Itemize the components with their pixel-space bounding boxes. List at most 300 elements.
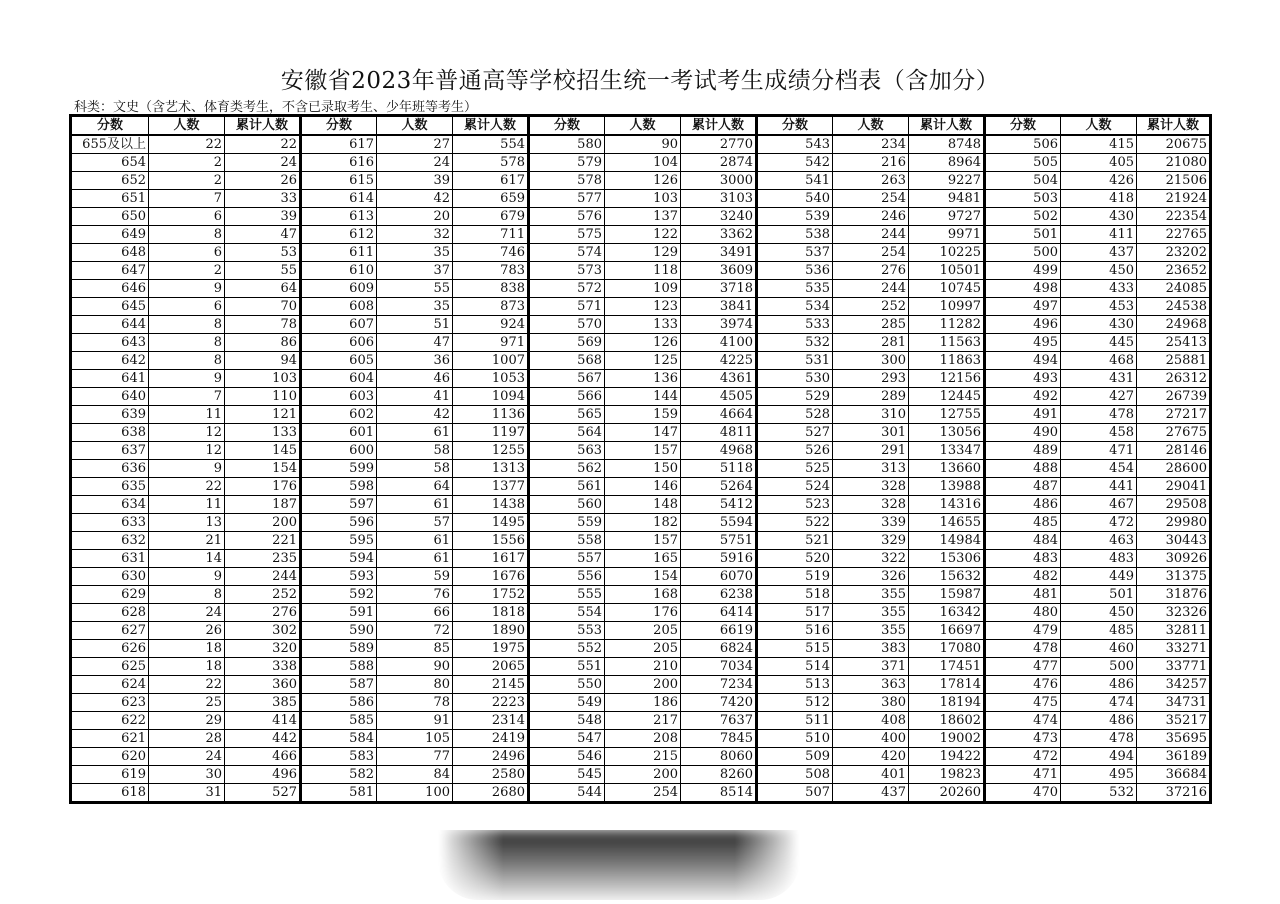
table-cell: 513 xyxy=(757,676,833,694)
table-cell: 520 xyxy=(757,550,833,568)
table-cell: 176 xyxy=(605,604,681,622)
table-cell: 15632 xyxy=(909,568,985,586)
table-cell: 2 xyxy=(149,154,225,172)
table-cell: 460 xyxy=(1061,640,1137,658)
table-cell: 478 xyxy=(985,640,1061,658)
table-cell: 1556 xyxy=(453,532,529,550)
table-cell: 8748 xyxy=(909,135,985,154)
table-cell: 3718 xyxy=(681,280,757,298)
table-cell: 598 xyxy=(301,478,377,496)
table-cell: 9727 xyxy=(909,208,985,226)
table-cell: 629 xyxy=(71,586,149,604)
table-cell: 509 xyxy=(757,748,833,766)
table-row xyxy=(71,226,1211,244)
table-cell: 20675 xyxy=(1137,135,1211,154)
table-cell: 486 xyxy=(1061,676,1137,694)
table-cell: 601 xyxy=(301,424,377,442)
table-cell: 29 xyxy=(149,712,225,730)
table-cell: 3103 xyxy=(681,190,757,208)
table-cell: 518 xyxy=(757,586,833,604)
table-cell: 31 xyxy=(149,784,225,803)
table-row xyxy=(71,676,1211,694)
table-row xyxy=(71,586,1211,604)
table-cell: 84 xyxy=(377,766,453,784)
table-cell: 221 xyxy=(225,532,301,550)
table-cell: 210 xyxy=(605,658,681,676)
table-cell: 22 xyxy=(225,135,301,154)
table-cell: 59 xyxy=(377,568,453,586)
table-cell: 17814 xyxy=(909,676,985,694)
column-header: 累计人数 xyxy=(681,116,757,136)
table-cell: 121 xyxy=(225,406,301,424)
table-cell: 302 xyxy=(225,622,301,640)
table-cell: 148 xyxy=(605,496,681,514)
table-cell: 576 xyxy=(529,208,605,226)
table-cell: 78 xyxy=(225,316,301,334)
table-cell: 7845 xyxy=(681,730,757,748)
table-cell: 487 xyxy=(985,478,1061,496)
table-cell: 276 xyxy=(833,262,909,280)
table-cell: 12755 xyxy=(909,406,985,424)
table-cell: 630 xyxy=(71,568,149,586)
table-cell: 36189 xyxy=(1137,748,1211,766)
table-cell: 61 xyxy=(377,424,453,442)
table-cell: 1617 xyxy=(453,550,529,568)
table-cell: 605 xyxy=(301,352,377,370)
table-cell: 24 xyxy=(149,604,225,622)
table-cell: 4100 xyxy=(681,334,757,352)
table-cell: 26312 xyxy=(1137,370,1211,388)
table-cell: 466 xyxy=(225,748,301,766)
table-cell: 554 xyxy=(453,135,529,154)
table-cell: 24 xyxy=(149,748,225,766)
table-cell: 496 xyxy=(225,766,301,784)
table-cell: 632 xyxy=(71,532,149,550)
table-cell: 497 xyxy=(985,298,1061,316)
table-cell: 551 xyxy=(529,658,605,676)
table-row xyxy=(71,262,1211,280)
table-cell: 571 xyxy=(529,298,605,316)
table-cell: 22 xyxy=(149,135,225,154)
table-cell: 12445 xyxy=(909,388,985,406)
table-cell: 58 xyxy=(377,442,453,460)
table-cell: 168 xyxy=(605,586,681,604)
table-cell: 5916 xyxy=(681,550,757,568)
table-cell: 648 xyxy=(71,244,149,262)
table-cell: 587 xyxy=(301,676,377,694)
table-cell: 205 xyxy=(605,640,681,658)
table-cell: 313 xyxy=(833,460,909,478)
table-cell: 596 xyxy=(301,514,377,532)
table-cell: 30443 xyxy=(1137,532,1211,550)
table-cell: 616 xyxy=(301,154,377,172)
table-cell: 1094 xyxy=(453,388,529,406)
table-cell: 6619 xyxy=(681,622,757,640)
table-row xyxy=(71,748,1211,766)
table-cell: 636 xyxy=(71,460,149,478)
table-cell: 3974 xyxy=(681,316,757,334)
table-cell: 500 xyxy=(985,244,1061,262)
table-cell: 291 xyxy=(833,442,909,460)
column-header: 人数 xyxy=(149,116,225,136)
table-cell: 612 xyxy=(301,226,377,244)
table-cell: 9 xyxy=(149,460,225,478)
table-cell: 583 xyxy=(301,748,377,766)
table-cell: 486 xyxy=(985,496,1061,514)
table-cell: 18194 xyxy=(909,694,985,712)
table-cell: 594 xyxy=(301,550,377,568)
table-cell: 506 xyxy=(985,135,1061,154)
table-cell: 85 xyxy=(377,640,453,658)
table-cell: 363 xyxy=(833,676,909,694)
table-cell: 360 xyxy=(225,676,301,694)
table-cell: 485 xyxy=(985,514,1061,532)
table-cell: 126 xyxy=(605,172,681,190)
table-cell: 20260 xyxy=(909,784,985,803)
table-cell: 401 xyxy=(833,766,909,784)
table-cell: 9227 xyxy=(909,172,985,190)
table-cell: 4505 xyxy=(681,388,757,406)
table-cell: 3491 xyxy=(681,244,757,262)
table-cell: 553 xyxy=(529,622,605,640)
table-row xyxy=(71,424,1211,442)
table-cell: 400 xyxy=(833,730,909,748)
table-cell: 61 xyxy=(377,496,453,514)
table-cell: 58 xyxy=(377,460,453,478)
table-cell: 586 xyxy=(301,694,377,712)
table-cell: 614 xyxy=(301,190,377,208)
table-cell: 13988 xyxy=(909,478,985,496)
table-cell: 1313 xyxy=(453,460,529,478)
table-cell: 21080 xyxy=(1137,154,1211,172)
table-cell: 615 xyxy=(301,172,377,190)
table-cell: 6 xyxy=(149,208,225,226)
table-cell: 5751 xyxy=(681,532,757,550)
table-cell: 217 xyxy=(605,712,681,730)
table-cell: 293 xyxy=(833,370,909,388)
table-cell: 5412 xyxy=(681,496,757,514)
table-cell: 609 xyxy=(301,280,377,298)
table-cell: 28146 xyxy=(1137,442,1211,460)
table-cell: 11 xyxy=(149,496,225,514)
table-cell: 14 xyxy=(149,550,225,568)
table-cell: 604 xyxy=(301,370,377,388)
table-cell: 14316 xyxy=(909,496,985,514)
table-cell: 234 xyxy=(833,135,909,154)
table-cell: 471 xyxy=(1061,442,1137,460)
table-cell: 9 xyxy=(149,370,225,388)
table-cell: 9481 xyxy=(909,190,985,208)
table-row xyxy=(71,514,1211,532)
table-cell: 573 xyxy=(529,262,605,280)
table-cell: 338 xyxy=(225,658,301,676)
table-cell: 26739 xyxy=(1137,388,1211,406)
table-cell: 285 xyxy=(833,316,909,334)
table-cell: 2065 xyxy=(453,658,529,676)
table-cell: 450 xyxy=(1061,604,1137,622)
table-cell: 355 xyxy=(833,586,909,604)
table-cell: 508 xyxy=(757,766,833,784)
column-header: 分数 xyxy=(757,116,833,136)
table-cell: 21 xyxy=(149,532,225,550)
table-cell: 254 xyxy=(833,190,909,208)
table-cell: 7234 xyxy=(681,676,757,694)
table-cell: 25 xyxy=(149,694,225,712)
table-cell: 1676 xyxy=(453,568,529,586)
table-cell: 6 xyxy=(149,244,225,262)
table-cell: 565 xyxy=(529,406,605,424)
table-cell: 639 xyxy=(71,406,149,424)
table-cell: 482 xyxy=(985,568,1061,586)
table-row xyxy=(71,550,1211,568)
table-cell: 133 xyxy=(605,316,681,334)
table-cell: 515 xyxy=(757,640,833,658)
table-cell: 430 xyxy=(1061,316,1137,334)
table-cell: 32326 xyxy=(1137,604,1211,622)
table-cell: 711 xyxy=(453,226,529,244)
table-cell: 8 xyxy=(149,334,225,352)
table-cell: 9971 xyxy=(909,226,985,244)
table-cell: 500 xyxy=(1061,658,1137,676)
table-cell: 537 xyxy=(757,244,833,262)
table-cell: 608 xyxy=(301,298,377,316)
table-cell: 137 xyxy=(605,208,681,226)
table-cell: 2223 xyxy=(453,694,529,712)
table-row xyxy=(71,352,1211,370)
table-cell: 31375 xyxy=(1137,568,1211,586)
table-cell: 572 xyxy=(529,280,605,298)
table-cell: 8 xyxy=(149,316,225,334)
table-cell: 100 xyxy=(377,784,453,803)
table-cell: 187 xyxy=(225,496,301,514)
table-cell: 606 xyxy=(301,334,377,352)
table-cell: 526 xyxy=(757,442,833,460)
table-cell: 33 xyxy=(225,190,301,208)
table-cell: 405 xyxy=(1061,154,1137,172)
table-cell: 1136 xyxy=(453,406,529,424)
table-cell: 66 xyxy=(377,604,453,622)
table-row xyxy=(71,244,1211,262)
table-cell: 494 xyxy=(985,352,1061,370)
table-cell: 593 xyxy=(301,568,377,586)
table-row xyxy=(71,712,1211,730)
table-cell: 499 xyxy=(985,262,1061,280)
table-cell: 4361 xyxy=(681,370,757,388)
table-cell: 504 xyxy=(985,172,1061,190)
table-cell: 33271 xyxy=(1137,640,1211,658)
table-cell: 5594 xyxy=(681,514,757,532)
table-cell: 300 xyxy=(833,352,909,370)
table-cell: 32811 xyxy=(1137,622,1211,640)
table-cell: 577 xyxy=(529,190,605,208)
table-cell: 523 xyxy=(757,496,833,514)
table-cell: 61 xyxy=(377,532,453,550)
table-cell: 644 xyxy=(71,316,149,334)
table-row xyxy=(71,442,1211,460)
table-cell: 42 xyxy=(377,190,453,208)
table-cell: 1053 xyxy=(453,370,529,388)
table-cell: 144 xyxy=(605,388,681,406)
table-cell: 623 xyxy=(71,694,149,712)
table-cell: 542 xyxy=(757,154,833,172)
table-cell: 10225 xyxy=(909,244,985,262)
table-cell: 244 xyxy=(225,568,301,586)
table-cell: 37216 xyxy=(1137,784,1211,803)
table-cell: 109 xyxy=(605,280,681,298)
column-header: 人数 xyxy=(833,116,909,136)
table-cell: 77 xyxy=(377,748,453,766)
table-cell: 2680 xyxy=(453,784,529,803)
table-cell: 2874 xyxy=(681,154,757,172)
table-row xyxy=(71,730,1211,748)
table-cell: 591 xyxy=(301,604,377,622)
table-cell: 57 xyxy=(377,514,453,532)
table-cell: 36 xyxy=(377,352,453,370)
table-cell: 23202 xyxy=(1137,244,1211,262)
table-cell: 427 xyxy=(1061,388,1137,406)
table-cell: 493 xyxy=(985,370,1061,388)
table-cell: 3240 xyxy=(681,208,757,226)
table-cell: 104 xyxy=(605,154,681,172)
table-cell: 527 xyxy=(225,784,301,803)
table-cell: 502 xyxy=(985,208,1061,226)
table-cell: 548 xyxy=(529,712,605,730)
table-cell: 584 xyxy=(301,730,377,748)
table-cell: 6824 xyxy=(681,640,757,658)
table-cell: 16342 xyxy=(909,604,985,622)
table-cell: 463 xyxy=(1061,532,1137,550)
table-cell: 1197 xyxy=(453,424,529,442)
table-cell: 534 xyxy=(757,298,833,316)
table-cell: 560 xyxy=(529,496,605,514)
table-cell: 46 xyxy=(377,370,453,388)
table-cell: 519 xyxy=(757,568,833,586)
table-cell: 535 xyxy=(757,280,833,298)
table-cell: 22 xyxy=(149,478,225,496)
table-cell: 590 xyxy=(301,622,377,640)
table-cell: 7034 xyxy=(681,658,757,676)
table-cell: 578 xyxy=(529,172,605,190)
table-cell: 42 xyxy=(377,406,453,424)
table-row xyxy=(71,280,1211,298)
table-cell: 7 xyxy=(149,190,225,208)
table-cell: 873 xyxy=(453,298,529,316)
table-cell: 55 xyxy=(377,280,453,298)
table-cell: 37 xyxy=(377,262,453,280)
table-cell: 552 xyxy=(529,640,605,658)
table-cell: 200 xyxy=(225,514,301,532)
table-cell: 103 xyxy=(605,190,681,208)
table-cell: 10745 xyxy=(909,280,985,298)
table-cell: 24538 xyxy=(1137,298,1211,316)
table-cell: 15987 xyxy=(909,586,985,604)
table-row xyxy=(71,388,1211,406)
table-row xyxy=(71,208,1211,226)
table-cell: 110 xyxy=(225,388,301,406)
table-cell: 276 xyxy=(225,604,301,622)
table-row xyxy=(71,172,1211,190)
table-cell: 8 xyxy=(149,352,225,370)
table-cell: 371 xyxy=(833,658,909,676)
table-cell: 90 xyxy=(377,658,453,676)
table-cell: 310 xyxy=(833,406,909,424)
table-cell: 8514 xyxy=(681,784,757,803)
table-cell: 433 xyxy=(1061,280,1137,298)
table-cell: 567 xyxy=(529,370,605,388)
table-cell: 11863 xyxy=(909,352,985,370)
table-cell: 157 xyxy=(605,532,681,550)
column-header: 分数 xyxy=(71,116,149,136)
table-cell: 13 xyxy=(149,514,225,532)
table-cell: 543 xyxy=(757,135,833,154)
table-cell: 556 xyxy=(529,568,605,586)
table-cell: 625 xyxy=(71,658,149,676)
table-row xyxy=(71,154,1211,172)
table-cell: 533 xyxy=(757,316,833,334)
table-cell: 328 xyxy=(833,478,909,496)
table-cell: 617 xyxy=(301,135,377,154)
table-cell: 479 xyxy=(985,622,1061,640)
table-cell: 418 xyxy=(1061,190,1137,208)
table-cell: 1495 xyxy=(453,514,529,532)
table-cell: 2 xyxy=(149,172,225,190)
table-cell: 574 xyxy=(529,244,605,262)
table-cell: 527 xyxy=(757,424,833,442)
table-cell: 505 xyxy=(985,154,1061,172)
table-cell: 103 xyxy=(225,370,301,388)
table-cell: 530 xyxy=(757,370,833,388)
table-cell: 35695 xyxy=(1137,730,1211,748)
table-cell: 430 xyxy=(1061,208,1137,226)
score-distribution-table xyxy=(69,114,1212,804)
table-cell: 80 xyxy=(377,676,453,694)
table-cell: 602 xyxy=(301,406,377,424)
table-cell: 105 xyxy=(377,730,453,748)
table-cell: 11563 xyxy=(909,334,985,352)
table-cell: 39 xyxy=(377,172,453,190)
table-cell: 159 xyxy=(605,406,681,424)
table-cell: 559 xyxy=(529,514,605,532)
table-row xyxy=(71,406,1211,424)
table-cell: 475 xyxy=(985,694,1061,712)
table-cell: 18 xyxy=(149,640,225,658)
table-cell: 133 xyxy=(225,424,301,442)
table-cell: 7637 xyxy=(681,712,757,730)
table-cell: 24085 xyxy=(1137,280,1211,298)
table-cell: 339 xyxy=(833,514,909,532)
table-cell: 516 xyxy=(757,622,833,640)
table-cell: 637 xyxy=(71,442,149,460)
table-cell: 613 xyxy=(301,208,377,226)
table-cell: 579 xyxy=(529,154,605,172)
table-cell: 470 xyxy=(985,784,1061,803)
table-cell: 2770 xyxy=(681,135,757,154)
table-cell: 6070 xyxy=(681,568,757,586)
table-cell: 420 xyxy=(833,748,909,766)
table-cell: 495 xyxy=(1061,766,1137,784)
table-cell: 638 xyxy=(71,424,149,442)
table-cell: 483 xyxy=(1061,550,1137,568)
table-cell: 26 xyxy=(225,172,301,190)
table-cell: 971 xyxy=(453,334,529,352)
table-cell: 3362 xyxy=(681,226,757,244)
table-cell: 1818 xyxy=(453,604,529,622)
table-cell: 2580 xyxy=(453,766,529,784)
column-header: 人数 xyxy=(605,116,681,136)
table-cell: 578 xyxy=(453,154,529,172)
table-cell: 496 xyxy=(985,316,1061,334)
table-cell: 86 xyxy=(225,334,301,352)
